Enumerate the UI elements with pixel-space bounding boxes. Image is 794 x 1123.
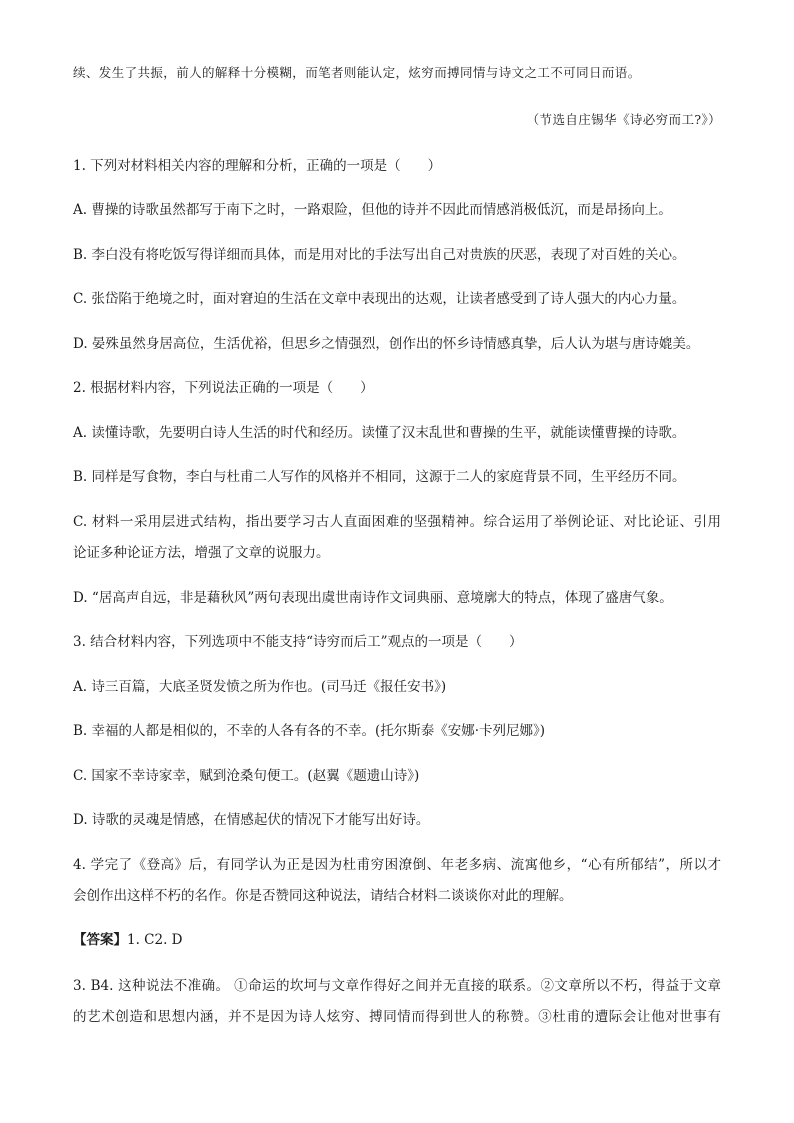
answer-heading (73, 931, 721, 949)
question-3-option-b: B. 幸福的人都是相似的，不幸的人各有各的不幸。(托尔斯泰《安娜·卡列尼娜》) (73, 723, 546, 739)
question-1-option-d: D. 晏殊虽然身居高位，生活优裕，但思乡之情强烈，创作出的怀乡诗情感真挚，后人认为堪与唐诗媲美。 (73, 336, 700, 352)
question-1-option-b: B. 李白没有将吃饭写得详细而具体，而是用对比的手法写出自己对贵族的厌恶，表现了对百姓的关心。 (73, 247, 686, 263)
answer-text: 1. C2. D (127, 932, 183, 948)
answer-line-1: 3. B4. 这种说法不准确。 ①命运的坎坷与文章作得好之间并无直接的联系。②文章所以不朽，得益于文章 (73, 978, 721, 994)
question-4-line-1: 4. 学完了《登高》后，有同学认为正是因为杜甫穷困潦倒、年老多病、流寓他乡，“心有所郁结”，所以才 (73, 857, 721, 873)
question-2-stem: 2. 根据材料内容，下列说法正确的一项是（ ） (73, 380, 374, 396)
question-2-option-c-line-2: 论证多种论证方法，增强了文章的说服力。 (73, 545, 330, 561)
question-3-option-d: D. 诗歌的灵魂是情感，在情感起伏的情况下才能写出好诗。 (73, 812, 430, 828)
question-4-line-2: 会创作出这样不朽的名作。你是否赞同这种说法，请结合材料二谈谈你对此的理解。 (73, 888, 573, 904)
intro-line: 续、发生了共振，前人的解释十分模糊，而笔者则能认定，炫穷而搏同情与诗文之工不可同日而语。 (73, 65, 641, 80)
answer-label: 【答案】 (73, 932, 127, 948)
question-2-option-b: B. 同样是写食物，李白与杜甫二人写作的风格并不相同，这源于二人的家庭背景不同，生平经历不同。 (73, 469, 686, 485)
question-2-option-a: A. 读懂诗歌，先要明白诗人生活的时代和经历。读懂了汉末乱世和曹操的生平，就能读懂曹操的诗歌。 (73, 425, 686, 441)
question-1-option-c: C. 张岱陷于绝境之时，面对窘迫的生活在文章中表现出的达观，让读者感受到了诗人强大的内心力量。 (73, 291, 686, 307)
question-1-option-a: A. 曹操的诗歌虽然都写于南下之时，一路艰险，但他的诗并不因此而情感消极低沉，而是昂扬向上。 (73, 202, 672, 218)
source-citation: （节选自庄锡华《诗必穷而工?》） (526, 112, 721, 127)
question-3-option-a: A. 诗三百篇，大底圣贤发愤之所为作也。(司马迁《报任安书》) (73, 679, 447, 695)
question-3-option-c: C. 国家不幸诗家幸，赋到沧桑句便工。(赵翼《题遗山诗》) (73, 768, 420, 784)
question-2-option-d: D. “居高声自远，非是藉秋风”两句表现出虞世南诗作文词典丽、意境廓大的特点，体现了盛唐气象。 (73, 590, 673, 606)
question-1-stem: 1. 下列对材料相关内容的理解和分析，正确的一项是（ ） (73, 158, 442, 174)
question-3-stem: 3. 结合材料内容，下列选项中不能支持“诗穷而后工”观点的一项是（ ） (73, 634, 523, 650)
answer-line-2: 的艺术创造和思想内涵，并不是因为诗人炫穷、搏同情而得到世人的称赞。③杜甫的遭际会让他对世事有 (73, 1009, 721, 1025)
question-2-option-c-line-1: C. 材料一采用层进式结构，指出要学习古人直面困难的坚强精神。综合运用了举例论证、对比论证、引用 (73, 514, 721, 530)
